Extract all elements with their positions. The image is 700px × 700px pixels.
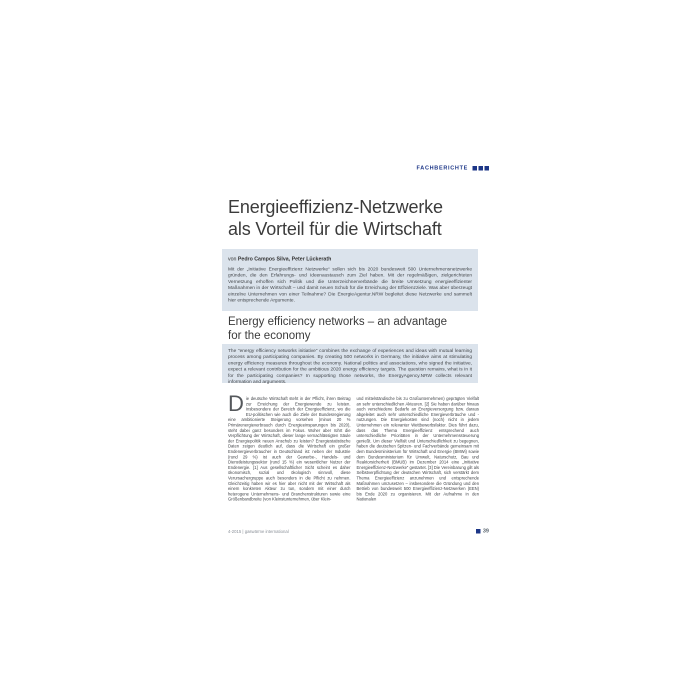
article-title — [228, 196, 443, 240]
journal-footer: 4-2015 | gaswärme international — [228, 529, 289, 534]
body-column-left — [228, 391, 351, 502]
article-title-line2: als Vorteil für die Wirtschaft — [228, 218, 442, 239]
page-number-footer — [222, 528, 489, 534]
abstract-band-english — [222, 344, 478, 383]
body-columns — [228, 391, 479, 502]
marker-square-icon — [473, 166, 478, 171]
abstract-english: The “energy efficiency networks initiative” combines the exchange of experiences and ideas with mutual learning process among participating companies. By creating 500 networks in Germany, the initiative aims at stimulating energy efficiency measures throughout the economy. National politics and associations, who signed the initiative, expect a relevant contribution for the ambitious 2020 energy efficiency targets. The question remains, what is in it for the participating companies? In supporting those networks, the EnergyAgency.NRW collects relevant information and arguments. — [228, 348, 472, 385]
section-label: FACHBERICHTE — [416, 165, 468, 171]
body-text-right: und mittelständische bis zu Großunternehmen) geprägten Vielfalt an sehr unterschiedlichen Akteuren. [2] Sie haben darüber hinaus auch verschiedene Bedarfe an Energieversorgung bzw. daraus abgeleitet auch sehr unterschiedliche Energieverbräuche und -nutzungen. Die Energiekosten sind (noch) nicht in jedem Unternehmen ein relevanter Wettbewerbsfaktor. Dies führt dazu, dass das Thema Energieeffizienz entsprechend auch unterschiedliche Prioritäten in der Unternehmenssteuerung genießt. Um dieser Vielfalt und Unterschiedlichkeit zu begegnen, haben die deutschen Spitzen- und Fachverbände gemeinsam mit dem Bundesministerium für Wirtschaft und Energie (BMWi) sowie dem Bundesministerium für Umwelt, Naturschutz, Bau und Reaktorsicherheit (BMUB) im Dezember 2014 eine „Initiative Energieeffizienz-Netzwerke“ gestartet. [3] Die Vereinbarung gilt als Selbstverpflichtung der deutschen Wirtschaft, sich verstärkt dem Thema Energieeffizienz anzunehmen und entsprechende Maßnahmen umzusetzen – insbesondere die Gründung und den Betrieb von bundesweit 500 Energieeffizienz-Netzwerken (EEN) bis Ende 2020 zu organisieren. Mit der Aufnahme in den Nationalen — [356, 396, 479, 502]
page-number: 39 — [482, 528, 489, 534]
abstract-band-german — [222, 249, 478, 311]
byline — [228, 256, 472, 262]
dropcap: D — [228, 391, 244, 416]
marker-square-icon — [476, 529, 481, 534]
byline-prefix: von — [228, 256, 238, 262]
english-heading-line2: for the economy — [228, 328, 311, 342]
author-names: Pedro Campos Silva, Peter Lückerath — [237, 256, 332, 262]
marker-square-icon — [479, 166, 484, 171]
english-heading-line1: Energy efficiency networks – an advantage — [228, 314, 448, 328]
section-header — [222, 165, 489, 171]
english-heading — [228, 314, 447, 342]
abstract-german: Mit der „Initiative Energieeffizienz Netzwerke“ sollen sich bis 2020 bundesweit 500 Unternehmensnetzwerke gründen, die den Erfahrungs- und Ideenaustausch zum Ziel haben. Mit der regelmäßigen, zielgerichteten Vernetzung erhoffen sich Politik und die Unterzeichnerverbände die breite Umsetzung energieeffizienter Maßnahmen in der Wirtschaft – und damit neuen Schub für die Erreichung der Effizienzziele. Was aber überzeugt einzelne Unternehmen von einer Teilnahme? Die EnergieAgentur.NRW begleitet diese Netzwerke und sammelt hier entsprechende Argumente. — [228, 266, 472, 304]
body-text-left: ie deutsche Wirtschaft steht in der Pflicht, ihren Beitrag zur Erreichung der Energiewende zu leisten. Insbesondere der Bereich der Energieeffizienz, wo die EU-politischen wie auch die Ziele der Bundesregierung eine ambitionierte Steigerung vorsehen (minus 20 % Primärenergieverbrauch durch Energieeinsparungen bis 2020), steht dabei ganz besonders im Fokus. Woher aber rührt die Verpflichtung der Wirtschaft, dieser lange vernachlässigten Säule der Energiepolitik neuen Anschub zu leisten? Energiestatistische Daten zeigen deutlich auf, dass die Wirtschaft ein großer Endenergieverbraucher in Deutschland ist: neben der Industrie (rund 29 %) ist auch der Gewerbe-, Handels- und Dienstleistungssektor (rund 15 %) ein wesentlicher Nutzer der Endenergie. [1] Aus gesellschaftlicher Sicht scheint es daher ökonomisch, sozial und ökologisch sinnvoll, diese Verursachergruppe auch besonders in die Pflicht zu nehmen. Gleichzeitig haben wir es hier aber nicht mit der Wirtschaft als einem konkreten Akteur zu tun, sondern mit einer durch heterogene Unternehmens- und Branchenstrukturen sowie eine Größenbandbreite (von Kleinstunternehmen, über Klein- — [228, 396, 351, 502]
article-title-line1: Energieeffizienz-Netzwerke — [228, 196, 443, 217]
marker-square-icon — [485, 166, 490, 171]
section-marker-squares — [473, 166, 490, 171]
body-column-right — [357, 396, 480, 502]
